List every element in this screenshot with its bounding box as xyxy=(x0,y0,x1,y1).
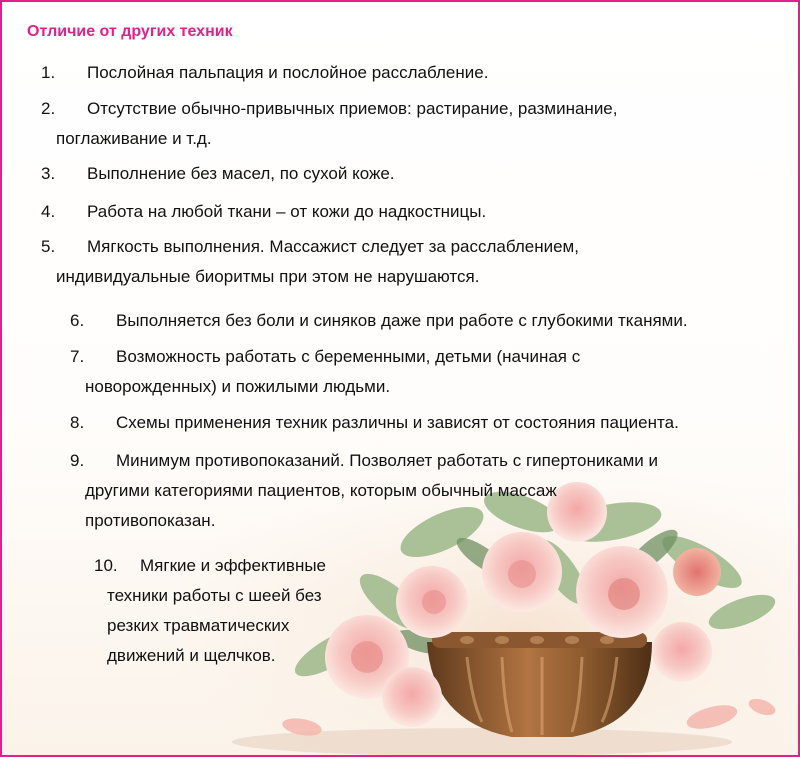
list-item-text: поглаживание и т.д. xyxy=(56,129,212,148)
list-item-text: индивидуальные биоритмы при этом не нарушаются. xyxy=(56,267,480,286)
list-item-number: 3. xyxy=(41,164,56,183)
list-item xyxy=(70,342,580,402)
list-item xyxy=(41,197,486,227)
list-item-text: техники работы с шеей без xyxy=(107,586,322,605)
list-item-text: резких травматических xyxy=(107,616,290,635)
list-item-text: другими категориями пациентов, которым обычный массаж xyxy=(85,481,557,500)
list-item-number: 4. xyxy=(41,202,56,221)
list-item-text: новорожденных) и пожилыми людьми. xyxy=(85,377,391,396)
list-item-number: 7. xyxy=(70,347,85,366)
list-item-number: 1. xyxy=(41,63,56,82)
list-item xyxy=(70,306,688,336)
list-item-number: 6. xyxy=(70,311,85,330)
list-item-text: Схемы применения техник различны и зависят от состояния пациента. xyxy=(116,413,679,432)
list-item xyxy=(41,159,395,189)
slide-title: Отличие от других техник xyxy=(27,23,233,40)
list-item xyxy=(41,232,579,292)
list-item-text: Отсутствие обычно-привычных приемов: растирание, разминание, xyxy=(87,99,618,118)
list-item-text: движений и щелчков. xyxy=(107,646,276,665)
list-item-text: Послойная пальпация и послойное расслабление. xyxy=(87,63,489,82)
list-item-text: Мягкие и эффективные xyxy=(140,556,327,575)
list-item-text: Выполнение без масел, по сухой коже. xyxy=(87,164,395,183)
list-item-number: 5. xyxy=(41,237,56,256)
list-item-number: 9. xyxy=(70,451,85,470)
list-item-text: Выполняется без боли и синяков даже при работе с глубокими тканями. xyxy=(116,311,688,330)
list-item-number: 10. xyxy=(94,556,118,575)
list-item xyxy=(41,58,488,88)
list-item-text: противопоказан. xyxy=(85,511,216,530)
list-item-text: Минимум противопоказаний. Позволяет работать с гипертониками и xyxy=(116,451,659,470)
list-item-number: 8. xyxy=(70,413,85,432)
list-item xyxy=(41,94,618,154)
list-item xyxy=(94,551,326,671)
list-item-text: Работа на любой ткани – от кожи до надкостницы. xyxy=(87,202,487,221)
list-item-text: Мягкость выполнения. Массажист следует за расслаблением, xyxy=(87,237,579,256)
list-item-text: Возможность работать с беременными, детьми (начиная с xyxy=(116,347,581,366)
list-item xyxy=(70,408,679,438)
list-item-number: 2. xyxy=(41,99,56,118)
list-item xyxy=(70,446,658,536)
